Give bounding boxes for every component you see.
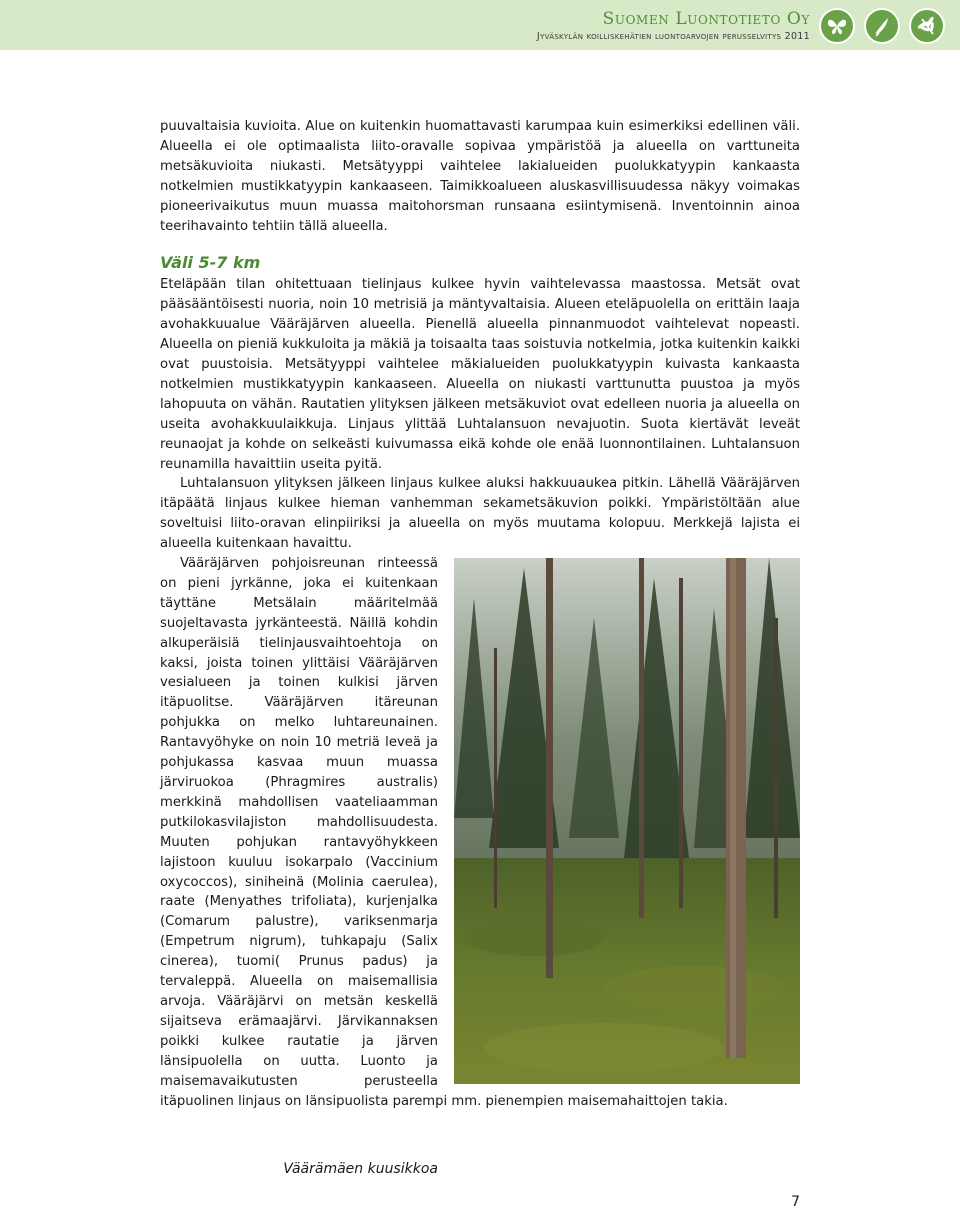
forest-photo [454, 558, 800, 1084]
page-number: 7 [791, 1194, 800, 1210]
report-subtitle: Jyväskylän koilliskehätien luontoarvojen perusselvitys 2011 [536, 31, 810, 42]
forest-photo-illustration [454, 558, 800, 1084]
paragraph-2: Eteläpään tilan ohitettuaan tielinjaus kulkee hyvin vaihtelevassa maastossa. Metsät ovat pääsääntöisesti nuoria, noin 10 metrisiä ja mäntyvaltaisia. Alueen eteläpuolella on erittäin laaja avohakkuualue Vääräjärven alueella. Pienellä alueella pinnanmuodot vaihtelevat nopeasti. Alueella on pieniä kukkuloita ja mäkiä ja toisaalta taas soistuvia notkelmia, jotka kuitenkin kaikki ovat puustoisia. Metsätyyppi vaihtelee mäkialueiden puolukkatyypin kuivasta kankaasta notkelmien mustikkatyypin kankaaseen. Alueella on niukasti varttunutta puustoa ja myös lahopuuta on vähän. Rautatien ylityksen jälkeen metsäkuviot ovat edelleen nuoria ja alueella on useita avohakkuulaikkuja. Linjaus ylittää Luhtalansuon nevajuotin. Suota kiertävät leveät reunaojat ja kohde on selkeästi kuivumassa eikä kohde ole enää luonnontilainen. Luhtalansuon reunamilla havaittiin useita pyitä. [160, 277, 800, 472]
photo-caption: Väärämäen kuusikkoa [283, 1161, 438, 1177]
butterfly-icon [819, 8, 855, 44]
paragraph-1: puuvaltaisia kuvioita. Alue on kuitenkin huomattavasti karumpaa kuin esimerkiksi edellinen väli. Alueella ei ole optimaalista liito-oravalle sopivaa ympäristöä ja alueella on varttuneita metsäkuvioita niukasti. Metsätyyppi vaihtelee lakialueiden puolukkatyypin kankaasta notkelmien mustikkatyypin kankaaseen. Taimikkoalueen aluskasvillisuudessa näkyy voimakas pioneerivaikutus muun muassa maitohorsman runsaana esiintymisenä. Inventoinnin ainoa teerihavainto tehtiin tällä alueella. [160, 119, 800, 234]
header-band [0, 0, 960, 50]
paragraph-4: Vääräjärven pohjoisreunan rinteessä on pieni jyrkänne, joka ei kuitenkaan täyttäne Metsälain määritelmää suojeltavasta jyrkänteestä. Näillä kohdin alkuperäisiä tielinjausvaihtoehtoja on kaksi, joista toinen ylittäisi Vääräjärven vesialueen ja toinen kulkisi järven itäpuolitse. Vääräjärven itäreunan pohjukka on melko luhtareunainen. Rantavyöhyke on noin 10 metriä leveä ja pohjukassa kasvaa muun muassa järviruokoa (Phragmires australis) merkkinä mahdollisen vaateliaamman putkilokasvilajiston mahdollisuudesta. Muuten pohjukan rantavyöhykkeen lajistoon kuuluu isokarpalo (Vaccinium oxycoccos), siniheinä (Molinia caerulea), raate (Menyathes trifoliata), kurjenjalka (Comarum palustre), variksenmarja (Empetrum nigrum), tuhkapaju (Salix cinerea), tuomi( Prunus padus) ja tervaleppä. Alueella on maisemallisia arvoja. Vääräjärvi on metsän keskellä sijaitseva erämaajärvi. Järvikannaksen poikki kulkee rautatie ja järven länsipuolella on uutta. Luonto ja maisemavaikutusten perusteella itäpuolinen linjaus on länsipuolista parempi mm. pienempien maisemahaittojen takia. [160, 556, 728, 1109]
paragraph-3: Luhtalansuon ylityksen jälkeen linjaus kulkee aluksi hakkuuaukea pitkin. Lähellä Vääräjärven itäpäätä linjaus kulkee hieman vanhemman sekametsäkuvion poikki. Ympäristöltään alue soveltuisi liito-oravan elinpiiriksi ja alueella on myös muutama kolopuu. Merkkejä lajista ei alueella kuitenkaan havaittu. [160, 476, 800, 552]
bird-icon [864, 8, 900, 44]
body-text [160, 117, 800, 1111]
company-name: Suomen Luontotieto Oy [602, 9, 810, 29]
dragonfly-icon [909, 8, 945, 44]
logo-row [819, 8, 949, 44]
section-heading: Väli 5-7 km [160, 253, 261, 273]
